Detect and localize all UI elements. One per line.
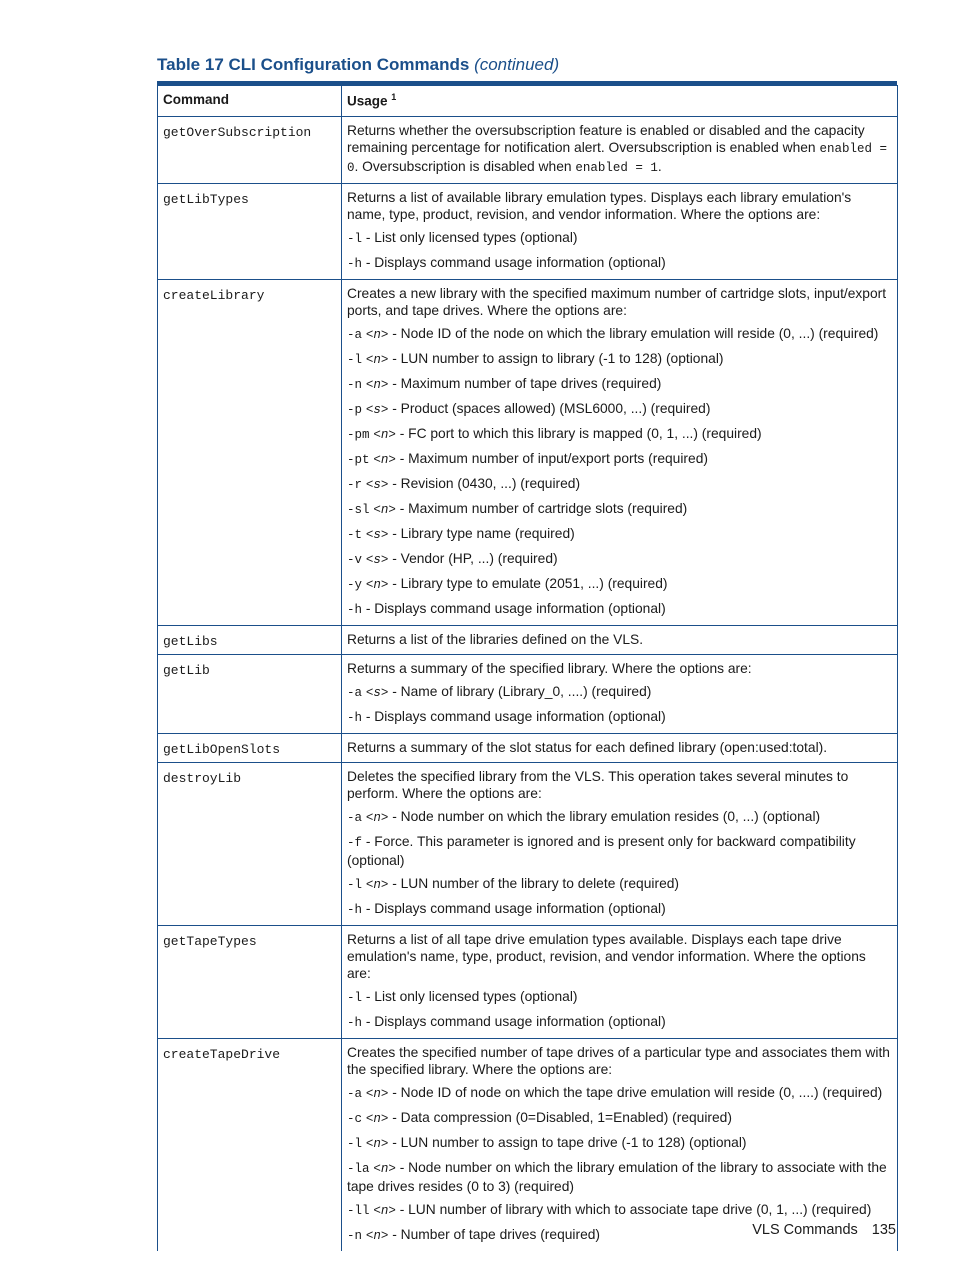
command-name: createLibrary — [158, 280, 342, 626]
usage-cell — [342, 626, 898, 655]
option-line: -n <n> - Maximum number of tape drives (required) — [347, 376, 662, 392]
command-name: getOverSubscription — [158, 117, 342, 184]
option-line: -h - Displays command usage information (optional) — [347, 1014, 666, 1030]
option-line: -pt <n> - Maximum number of input/export ports (required) — [347, 451, 708, 467]
usage-cell — [342, 926, 898, 1039]
command-name: destroyLib — [158, 763, 342, 926]
usage-description: Returns a list of the libraries defined on the VLS. — [347, 632, 644, 647]
command-name: getLibTypes — [158, 184, 342, 280]
command-name: getLib — [158, 655, 342, 734]
usage-description: Returns a list of all tape drive emulation types available. Displays each tape drive emulation's name, type, product, revision, and vendor information. Where the options are: — [347, 932, 866, 981]
option-line: -l - List only licensed types (optional) — [347, 230, 578, 246]
option-line: -h - Displays command usage information (optional) — [347, 255, 666, 271]
footer-section: VLS Commands — [752, 1222, 858, 1238]
option-line: -h - Displays command usage information (optional) — [347, 901, 666, 917]
command-name: getLibs — [158, 626, 342, 655]
table-row — [158, 763, 898, 926]
usage-cell — [342, 655, 898, 734]
option-line: -h - Displays command usage information (optional) — [347, 601, 666, 617]
option-line: -l - List only licensed types (optional) — [347, 989, 578, 1005]
option-line: -ll <n> - LUN number of library with which to associate tape drive (0, 1, ...) (required) — [347, 1202, 872, 1218]
option-line: -n <n> - Number of tape drives (required) — [347, 1227, 601, 1243]
table-header-row — [158, 86, 898, 117]
usage-cell — [342, 734, 898, 763]
table-row — [158, 117, 898, 184]
option-line: -l <n> - LUN number to assign to library (-1 to 128) (optional) — [347, 351, 724, 367]
header-command: Command — [158, 86, 342, 117]
table-row — [158, 626, 898, 655]
usage-description: Creates the specified number of tape drives of a particular type and associates them with the specified library. Where the options are: — [347, 1045, 890, 1077]
option-line: -l <n> - LUN number of the library to delete (required) — [347, 876, 680, 892]
footnote-marker: 1 — [391, 92, 397, 102]
command-name: createTapeDrive — [158, 1039, 342, 1252]
option-line: -a <n> - Node ID of the node on which the library emulation will reside (0, ...) (required) — [347, 326, 879, 342]
table-row — [158, 926, 898, 1039]
option-line: -a <s> - Name of library (Library_0, ....) (required) — [347, 684, 652, 700]
table-row — [158, 1039, 898, 1252]
option-line: -r <s> - Revision (0430, ...) (required) — [347, 476, 581, 492]
option-line: -h - Displays command usage information (optional) — [347, 709, 666, 725]
option-line: -t <s> - Library type name (required) — [347, 526, 575, 542]
option-line: -v <s> - Vendor (HP, ...) (required) — [347, 551, 558, 567]
usage-description: Creates a new library with the specified maximum number of cartridge slots, input/export ports, and tape drives. Where the options are: — [347, 286, 887, 318]
usage-description: Returns a list of available library emulation types. Displays each library emulation's name, type, product, revision, and vendor information. Where the options are: — [347, 190, 852, 222]
option-line: -l <n> - LUN number to assign to tape drive (-1 to 128) (optional) — [347, 1135, 747, 1151]
table-row — [158, 734, 898, 763]
usage-cell — [342, 763, 898, 926]
command-name: getTapeTypes — [158, 926, 342, 1039]
table-caption — [157, 55, 559, 75]
cli-commands-table — [157, 85, 898, 1251]
usage-cell — [342, 280, 898, 626]
option-line: -p <s> - Product (spaces allowed) (MSL6000, ...) (required) — [347, 401, 711, 417]
table-row — [158, 280, 898, 626]
page-footer — [752, 1222, 896, 1238]
table-row — [158, 184, 898, 280]
option-line: -pm <n> - FC port to which this library is mapped (0, 1, ...) (required) — [347, 426, 762, 442]
page-number: 135 — [871, 1222, 896, 1238]
usage-description: Returns a summary of the slot status for each defined library (open:used:total). — [347, 740, 828, 755]
usage-description: Deletes the specified library from the VLS. This operation takes several minutes to perform. Where the options are: — [347, 769, 849, 801]
option-line: -la <n> - Node number on which the library emulation of the library to associate with the tape drives resides (0 to 3) (required) — [347, 1160, 887, 1194]
header-usage: Usage $^1$ — [342, 86, 898, 117]
option-line: -sl <n> - Maximum number of cartridge slots (required) — [347, 501, 688, 517]
usage-cell: Returns whether the oversubscription feature is enabled or disabled and the capacity remaining percentage for notification alert. Oversubscription is enabled when enabled = 0. Oversubscription is disabled when enabled = 1. — [342, 117, 898, 184]
option-line: -a <n> - Node ID of node on which the tape drive emulation will reside (0, ....) (required) — [347, 1085, 883, 1101]
option-line: -f - Force. This parameter is ignored and is present only for backward compatibility (optional) — [347, 834, 856, 868]
option-line: -c <n> - Data compression (0=Disabled, 1=Enabled) (required) — [347, 1110, 732, 1126]
option-line: -y <n> - Library type to emulate (2051, ...) (required) — [347, 576, 668, 592]
caption-continued: (continued) — [474, 55, 560, 74]
command-name: getLibOpenSlots — [158, 734, 342, 763]
table-row — [158, 655, 898, 734]
usage-description: Returns a summary of the specified library. Where the options are: — [347, 661, 752, 676]
usage-cell — [342, 184, 898, 280]
caption-label: Table 17 CLI Configuration Commands — [157, 55, 470, 74]
option-line: -a <n> - Node number on which the library emulation resides (0, ...) (optional) — [347, 809, 821, 825]
usage-cell — [342, 1039, 898, 1252]
